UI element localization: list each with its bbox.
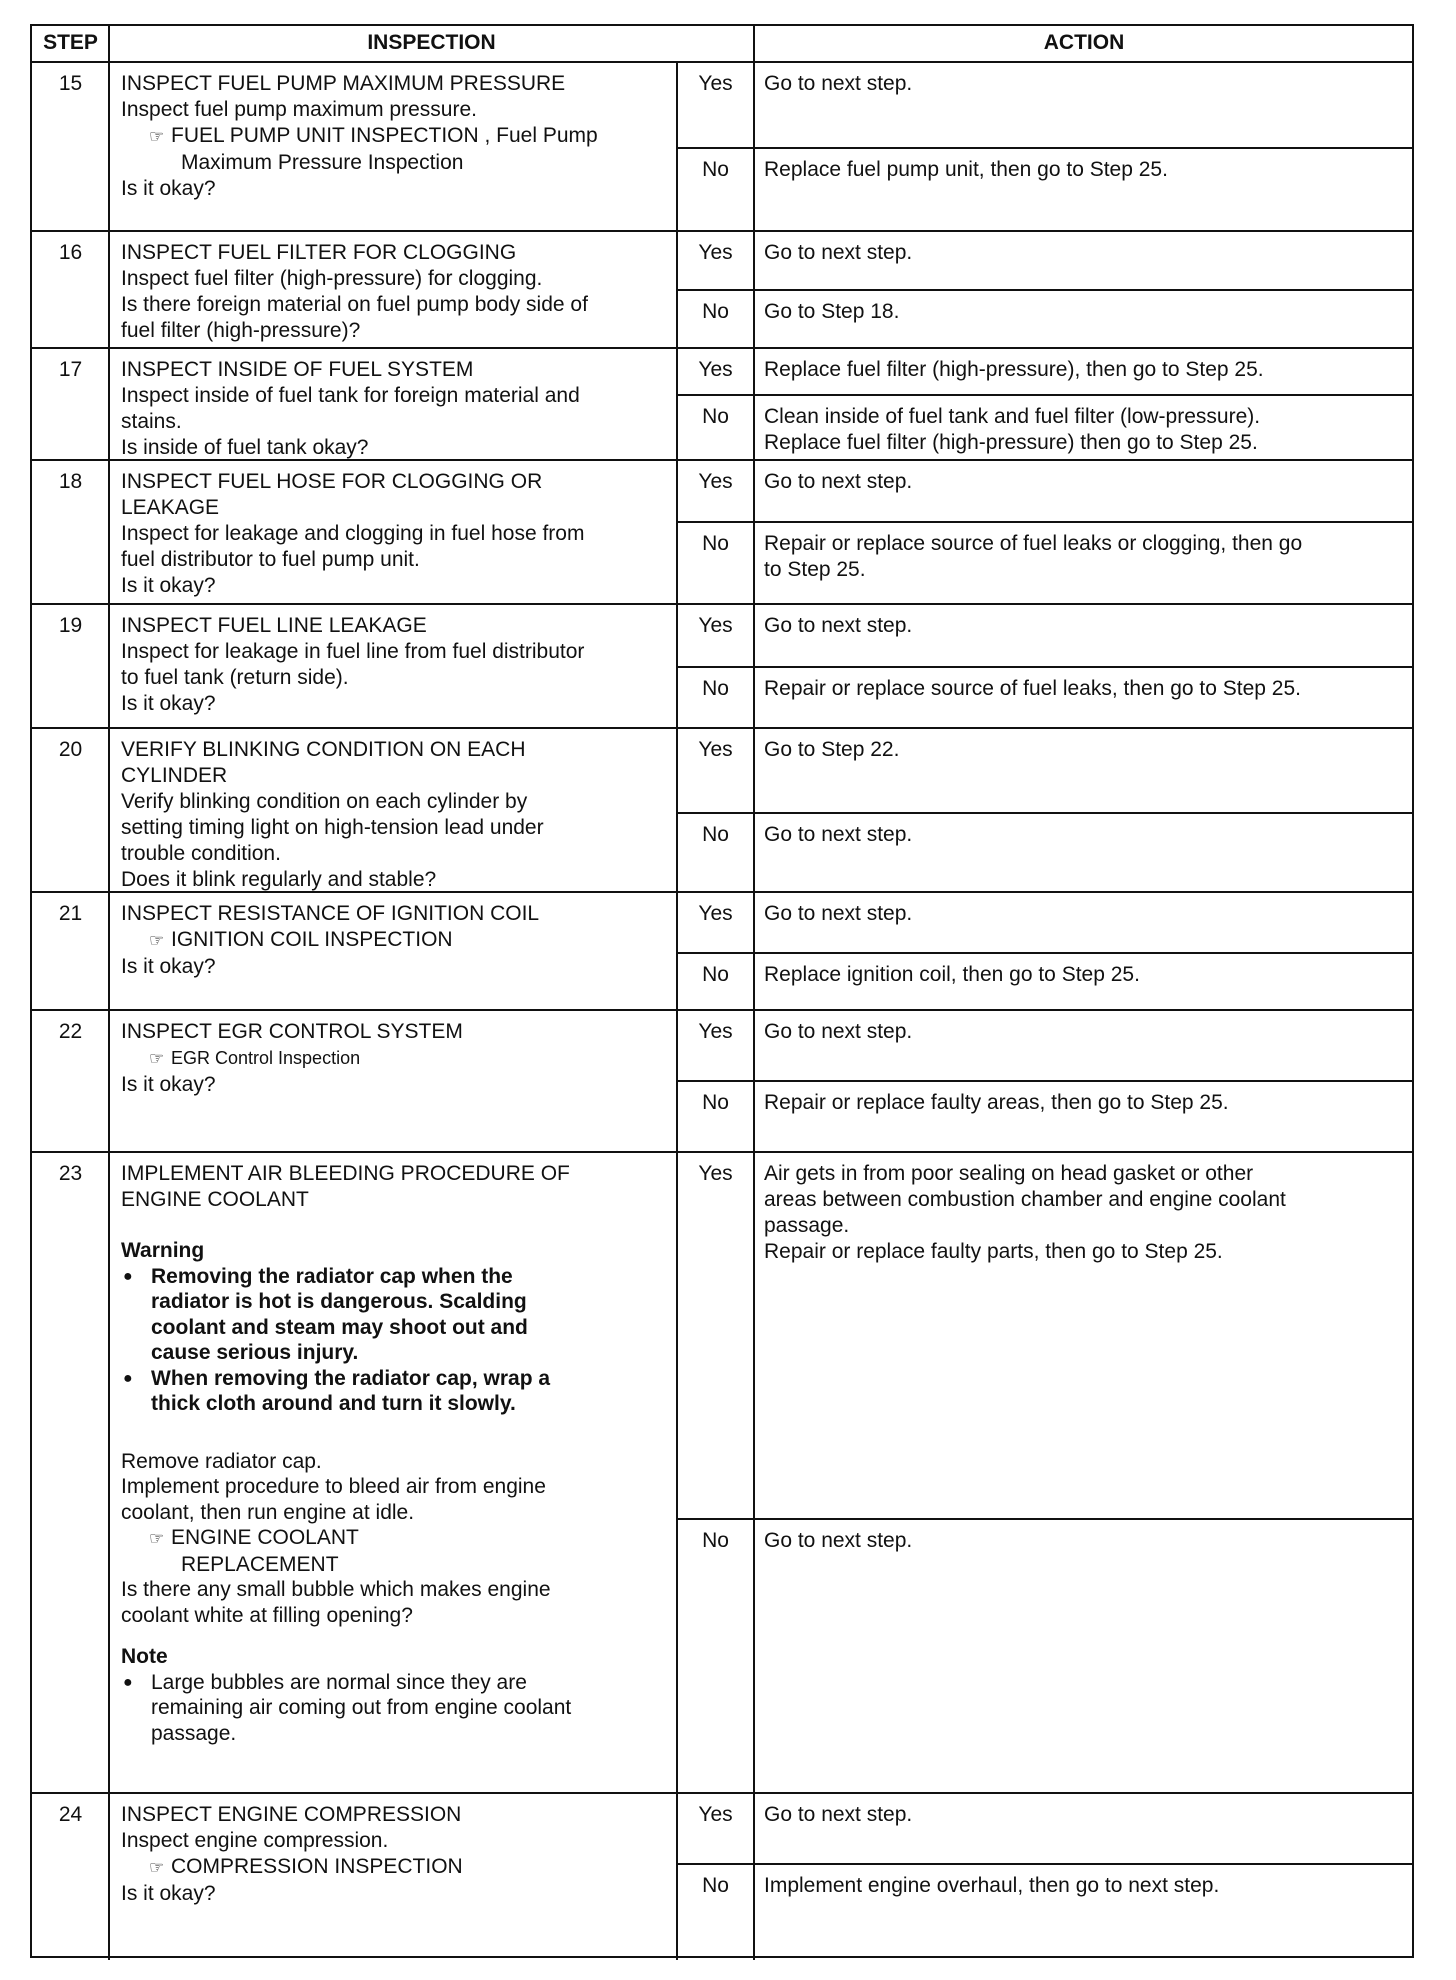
- text-line: ENGINE COOLANT: [121, 1187, 309, 1211]
- row-divider: [677, 1518, 1414, 1520]
- reference-link[interactable]: [121, 123, 667, 150]
- row-divider: [677, 147, 1414, 149]
- pointing-hand-icon: ☞: [149, 1049, 165, 1068]
- text-line: INSPECT FUEL HOSE FOR CLOGGING OR: [121, 470, 543, 493]
- inspection-cell: [109, 62, 677, 231]
- step-number: 19: [58, 614, 83, 637]
- text-line: Implement procedure to bleed air from engine: [121, 1475, 546, 1498]
- text-line: INSPECT FUEL FILTER FOR CLOGGING: [121, 241, 517, 264]
- step-number: 21: [58, 902, 83, 925]
- text-line: Is it okay?: [121, 955, 216, 978]
- text-line: coolant, then run engine at idle.: [121, 1500, 415, 1524]
- warning-bullet-line: [121, 1264, 667, 1290]
- inspection-cell: [109, 1010, 677, 1152]
- no-label: No: [702, 1091, 729, 1114]
- no-action: [754, 1081, 1414, 1152]
- text-line: areas between combustion chamber and engine coolant: [764, 1188, 1286, 1211]
- text-line: Inspect inside of fuel tank for foreign material and: [121, 384, 580, 407]
- yes-action: [754, 604, 1414, 667]
- no-action: [754, 522, 1414, 604]
- warning-bullet-line: [121, 1391, 667, 1417]
- text-line: Go to next step.: [764, 902, 913, 925]
- no-label: No: [702, 300, 729, 323]
- spacer: [121, 1628, 667, 1644]
- inspection-cell: [109, 348, 677, 460]
- note-text: passage.: [151, 1721, 237, 1745]
- yes-label: Yes: [698, 902, 733, 925]
- step-number: 20: [58, 738, 83, 761]
- inspection-cell: [109, 231, 677, 348]
- text-line: setting timing light on high-tension lead under: [121, 816, 544, 839]
- yes-label: Yes: [698, 1162, 733, 1185]
- header-step: STEP: [43, 31, 98, 54]
- reference-text: FUEL PUMP UNIT INSPECTION , Fuel Pump: [171, 124, 598, 147]
- warning-text: radiator is hot is dangerous. Scalding: [151, 1290, 527, 1313]
- no-label: No: [702, 532, 729, 555]
- inspection-cell: [109, 892, 677, 1010]
- step-number: 17: [58, 358, 83, 381]
- step-number: 23: [58, 1162, 83, 1185]
- text-line: Replace fuel filter (high-pressure) then go to Step 25.: [764, 431, 1258, 454]
- text-line: Go to Step 22.: [764, 738, 900, 761]
- note-text: Large bubbles are normal since they are: [151, 1670, 527, 1694]
- text-line: INSPECT ENGINE COMPRESSION: [121, 1803, 462, 1826]
- no-label: No: [702, 1529, 729, 1552]
- text-line: LEAKAGE: [121, 496, 220, 519]
- text-line: Inspect engine compression.: [121, 1829, 389, 1852]
- no-action: [754, 290, 1414, 348]
- no-label: No: [702, 963, 729, 986]
- diagnostic-procedure-table: [30, 24, 1414, 1958]
- note-text: remaining air coming out from engine coolant: [151, 1696, 572, 1719]
- text-line: INSPECT FUEL LINE LEAKAGE: [121, 614, 427, 637]
- text-line: Go to next step.: [764, 470, 913, 493]
- text-line: Inspect for leakage and clogging in fuel hose from: [121, 522, 585, 545]
- yes-action: [754, 1152, 1414, 1519]
- inspection-cell: [109, 728, 677, 892]
- reference-link[interactable]: [121, 150, 667, 176]
- no-action: [754, 395, 1414, 460]
- warning-bullet-line: [121, 1366, 667, 1392]
- row-divider: [677, 952, 1414, 954]
- text-line: Go to Step 18.: [764, 300, 900, 323]
- yes-action: [754, 231, 1414, 290]
- spacer: [121, 1212, 667, 1238]
- yes-action: [754, 62, 1414, 148]
- step-number: 22: [58, 1020, 83, 1043]
- no-action: [754, 1519, 1414, 1793]
- inspection-cell: [109, 1152, 677, 1793]
- bullet-icon: ●: [123, 1673, 133, 1691]
- text-line: Is it okay?: [121, 177, 216, 200]
- reference-link[interactable]: [121, 1045, 667, 1072]
- text-line: Clean inside of fuel tank and fuel filter (low-pressure).: [764, 405, 1261, 428]
- warning-bullet-line: [121, 1315, 667, 1341]
- yes-action: [754, 460, 1414, 522]
- reference-link[interactable]: [121, 927, 667, 954]
- row-divider: [677, 666, 1414, 668]
- text-line: fuel distributor to fuel pump unit.: [121, 548, 420, 571]
- text-line: Inspect fuel filter (high-pressure) for clogging.: [121, 267, 543, 290]
- row-divider: [677, 521, 1414, 523]
- reference-link[interactable]: [121, 1525, 667, 1552]
- no-action: [754, 1864, 1414, 1958]
- warning-bullet-line: [121, 1289, 667, 1315]
- text-line: Repair or replace source of fuel leaks or clogging, then go: [764, 532, 1303, 555]
- no-action: [754, 953, 1414, 1010]
- bullet-icon: ●: [123, 1369, 133, 1387]
- yes-label: Yes: [698, 1020, 733, 1043]
- yes-label: Yes: [698, 1803, 733, 1826]
- header-inspection: INSPECTION: [367, 31, 496, 54]
- text-line: Does it blink regularly and stable?: [121, 868, 437, 891]
- text-line: Is inside of fuel tank okay?: [121, 436, 369, 459]
- yes-label: Yes: [698, 358, 733, 381]
- reference-text: COMPRESSION INSPECTION: [171, 1855, 463, 1878]
- reference-link[interactable]: [121, 1552, 667, 1578]
- text-line: Verify blinking condition on each cylinder by: [121, 790, 528, 813]
- text-line: Repair or replace faulty areas, then go to Step 25.: [764, 1091, 1229, 1114]
- text-line: to fuel tank (return side).: [121, 666, 349, 689]
- text-line: Air gets in from poor sealing on head gasket or other: [764, 1162, 1254, 1185]
- no-action: [754, 813, 1414, 892]
- yes-label: Yes: [698, 738, 733, 761]
- no-label: No: [702, 405, 729, 428]
- row-divider: [677, 1863, 1414, 1865]
- yes-label: Yes: [698, 614, 733, 637]
- text-line: VERIFY BLINKING CONDITION ON EACH: [121, 738, 526, 761]
- inspection-cell: [109, 460, 677, 604]
- no-action: [754, 148, 1414, 231]
- text-line: Go to next step.: [764, 241, 913, 264]
- text-line: Go to next step.: [764, 614, 913, 637]
- inspection-cell: [109, 1793, 677, 1958]
- text-line: Is there foreign material on fuel pump body side of: [121, 293, 588, 316]
- row-divider: [677, 289, 1414, 291]
- note-label: Note: [121, 1645, 168, 1668]
- text-line: passage.: [764, 1214, 850, 1237]
- no-label: No: [702, 1874, 729, 1897]
- row-divider: [677, 1080, 1414, 1082]
- text-line: to Step 25.: [764, 558, 866, 581]
- no-action: [754, 667, 1414, 728]
- no-label: No: [702, 823, 729, 846]
- yes-label: Yes: [698, 72, 733, 95]
- yes-action: [754, 728, 1414, 813]
- text-line: fuel filter (high-pressure)?: [121, 319, 361, 342]
- yes-action: [754, 1793, 1414, 1864]
- text-line: Is it okay?: [121, 1882, 216, 1905]
- yes-label: Yes: [698, 470, 733, 493]
- note-bullet-line: [121, 1721, 667, 1747]
- step-number: 16: [58, 241, 83, 264]
- text-line: Replace fuel pump unit, then go to Step 25.: [764, 158, 1168, 181]
- text-line: IMPLEMENT AIR BLEEDING PROCEDURE OF: [121, 1162, 570, 1185]
- text-line: Go to next step.: [764, 72, 913, 95]
- text-line: Go to next step.: [764, 823, 913, 846]
- reference-text: Maximum Pressure Inspection: [181, 151, 464, 174]
- pointing-hand-icon: ☞: [149, 1858, 165, 1877]
- text-line: Remove radiator cap.: [121, 1449, 322, 1473]
- text-line: Repair or replace faulty parts, then go to Step 25.: [764, 1240, 1223, 1263]
- yes-action: [754, 348, 1414, 395]
- text-line: Replace fuel filter (high-pressure), then go to Step 25.: [764, 358, 1264, 381]
- header-action: ACTION: [1043, 31, 1125, 54]
- note-bullet-line: [121, 1670, 667, 1696]
- text-line: Is it okay?: [121, 574, 216, 597]
- reference-link[interactable]: [121, 1854, 667, 1881]
- text-line: INSPECT RESISTANCE OF IGNITION COIL: [121, 902, 540, 925]
- warning-text: coolant and steam may shoot out and: [151, 1315, 528, 1339]
- warning-bullet-line: [121, 1340, 667, 1366]
- step-number: 24: [58, 1803, 83, 1826]
- text-line: coolant white at filling opening?: [121, 1603, 413, 1627]
- text-line: Replace ignition coil, then go to Step 25.: [764, 963, 1140, 986]
- no-label: No: [702, 677, 729, 700]
- yes-action: [754, 892, 1414, 953]
- step-number: 15: [58, 72, 83, 95]
- text-line: INSPECT INSIDE OF FUEL SYSTEM: [121, 358, 474, 381]
- text-line: Implement engine overhaul, then go to next step.: [764, 1874, 1220, 1897]
- text-line: Inspect for leakage in fuel line from fuel distributor: [121, 640, 585, 663]
- text-line: CYLINDER: [121, 764, 228, 787]
- reference-text: IGNITION COIL INSPECTION: [171, 928, 453, 951]
- text-line: Is there any small bubble which makes engine: [121, 1578, 551, 1601]
- text-line: trouble condition.: [121, 842, 281, 865]
- row-divider: [677, 812, 1414, 814]
- inspection-cell: [109, 604, 677, 728]
- spacer: [121, 1417, 667, 1449]
- reference-text: ENGINE COOLANT: [171, 1526, 359, 1549]
- warning-text: cause serious injury.: [151, 1341, 359, 1364]
- text-line: Repair or replace source of fuel leaks, then go to Step 25.: [764, 677, 1301, 700]
- text-line: INSPECT EGR CONTROL SYSTEM: [121, 1020, 463, 1043]
- warning-text: When removing the radiator cap, wrap a: [151, 1366, 551, 1390]
- yes-label: Yes: [698, 241, 733, 264]
- text-line: Inspect fuel pump maximum pressure.: [121, 98, 477, 121]
- text-line: INSPECT FUEL PUMP MAXIMUM PRESSURE: [121, 72, 566, 95]
- bullet-icon: ●: [123, 1267, 133, 1285]
- text-line: Go to next step.: [764, 1020, 913, 1043]
- yes-action: [754, 1010, 1414, 1081]
- text-line: Is it okay?: [121, 692, 216, 715]
- reference-text: REPLACEMENT: [181, 1552, 339, 1576]
- pointing-hand-icon: ☞: [149, 1529, 165, 1548]
- row-divider: [677, 394, 1414, 396]
- text-line: stains.: [121, 410, 182, 433]
- warning-text: Removing the radiator cap when the: [151, 1264, 513, 1288]
- reference-text: EGR Control Inspection: [171, 1048, 361, 1068]
- text-line: Go to next step.: [764, 1529, 913, 1552]
- warning-label: Warning: [121, 1239, 205, 1262]
- no-label: No: [702, 158, 729, 181]
- pointing-hand-icon: ☞: [149, 127, 165, 146]
- text-line: Go to next step.: [764, 1803, 913, 1826]
- pointing-hand-icon: ☞: [149, 931, 165, 950]
- step-number: 18: [58, 470, 83, 493]
- warning-text: thick cloth around and turn it slowly.: [151, 1392, 516, 1415]
- note-bullet-line: [121, 1695, 667, 1721]
- text-line: Is it okay?: [121, 1073, 216, 1096]
